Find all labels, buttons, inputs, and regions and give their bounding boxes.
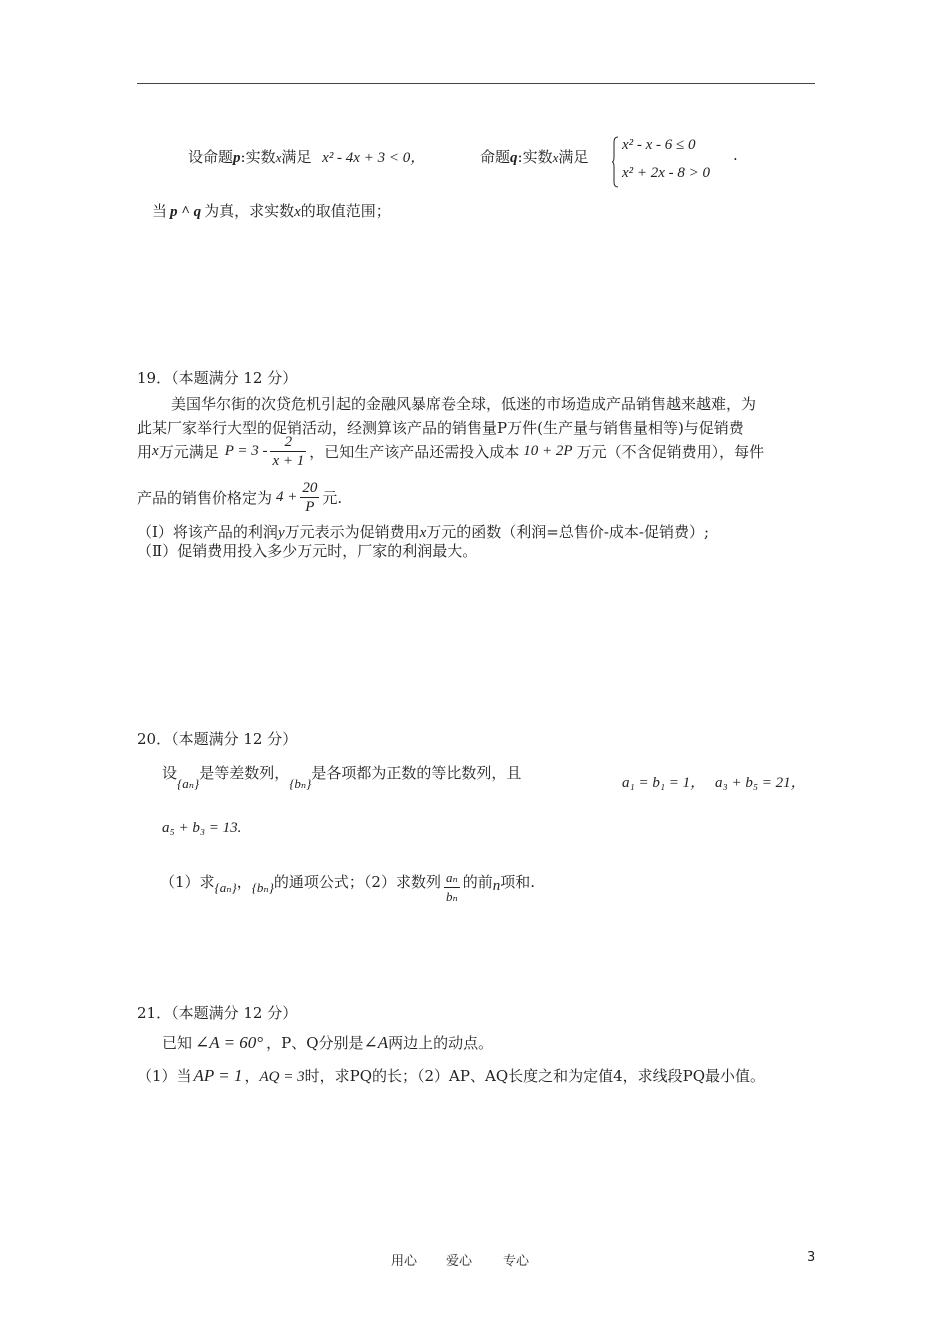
sequence-a: {aₙ}	[177, 776, 200, 791]
q21-line-1	[162, 1032, 493, 1053]
q19-text: 元.	[322, 488, 343, 507]
sequence-b: {bₙ}	[251, 880, 274, 895]
q19-line-3	[137, 430, 764, 472]
p-and-q: p ^ q	[170, 204, 202, 220]
var-x: x	[552, 150, 559, 165]
q19-part-2: （Ⅱ）促销费用投入多少万元时，厂家的利润最大。	[137, 542, 478, 560]
q19-header: 19．（本题满分 12 分）	[137, 369, 298, 387]
angle-a-60: ∠A = 60°	[195, 1033, 264, 1052]
q21-header: 21．（本题满分 12 分）	[137, 1004, 298, 1022]
q19-text: 万元的函数（利润=总售价-成本-促销费）;	[426, 523, 710, 541]
system-end: .	[733, 146, 738, 164]
q19-line-4	[137, 476, 342, 518]
q18-premise-q	[480, 146, 588, 167]
fraction-20-over-p	[300, 479, 319, 516]
q18-text: :实数	[517, 148, 553, 166]
var-x: x	[294, 204, 301, 220]
q20-line-1	[162, 762, 521, 792]
cost-formula: 10 + 2P	[523, 442, 573, 459]
q19-part-1	[137, 521, 709, 542]
q18-ask	[152, 200, 391, 221]
q19-text: 万元表示为促销费用	[284, 523, 420, 541]
system-line-1: x² - x - 6 ≤ 0	[622, 137, 696, 153]
q19-text: 万元满足	[158, 442, 219, 461]
fraction-numerator: aₙ	[444, 869, 460, 888]
q18-text: 满足	[558, 148, 589, 166]
q21-text: 两边上的动点。	[388, 1034, 494, 1052]
angle-a: ∠A	[363, 1033, 389, 1052]
q20-text: 设	[162, 764, 178, 782]
var-x: x	[419, 525, 427, 541]
q21-text: ，P、Q分别是	[266, 1034, 364, 1052]
q21-text: （1）当	[137, 1067, 192, 1085]
ap-equals-1: AP = 1	[193, 1066, 243, 1085]
q21-text: 时，求PQ的长；（2）AP、AQ长度之和为定值4，求线段PQ最小值。	[304, 1067, 766, 1085]
fraction-denominator: P	[305, 498, 315, 515]
q19-text: ，已知生产该产品还需投入成本	[309, 442, 520, 461]
sales-formula: P = 3 -	[224, 442, 268, 459]
q20-header: 20．（本题满分 12 分）	[137, 730, 298, 748]
fraction-numerator: 2	[270, 433, 306, 452]
q20-eq-3: a₅ + b₃ = 13.	[162, 820, 242, 836]
q19-text: 产品的销售价格定为	[137, 488, 273, 507]
q21-text: ，	[244, 1067, 260, 1085]
q20-text: 项和.	[500, 872, 536, 891]
header-rule	[137, 83, 815, 84]
q19-line-1: 美国华尔街的次贷危机引起的金融风暴席卷全球，低迷的市场造成产品销售越来越难，为	[171, 395, 757, 413]
q18-text: 满足	[281, 148, 312, 166]
q18-text: 为真，求实数	[204, 202, 295, 220]
q20-eq-1: a₁ = b₁ = 1，	[622, 775, 706, 791]
q18-text: :实数	[240, 148, 276, 166]
q18-text: 设命题	[188, 148, 234, 166]
footer-motto-2: 爱心	[446, 1254, 473, 1269]
q20-text: 的前	[462, 872, 493, 891]
sequence-b: {bₙ}	[289, 776, 312, 791]
q21-line-2	[137, 1065, 765, 1086]
fraction-denominator: bₙ	[445, 888, 458, 904]
inequality-p: x² - 4x + 3 < 0，	[322, 150, 426, 166]
var-n: n	[492, 877, 501, 894]
var-y: y	[277, 525, 285, 541]
q18-premise-p	[188, 146, 425, 167]
q18-text: 的取值范围；	[300, 202, 391, 220]
q19-line-2: 此某厂家举行大型的促销活动，经测算该产品的销售量P万件(生产量与销售量相等)与促销费	[137, 419, 744, 437]
q21-text: 已知	[162, 1034, 193, 1052]
fraction-numerator: 20	[302, 479, 318, 496]
var-x: x	[152, 442, 159, 459]
aq-equals-3: AQ = 3	[259, 1069, 305, 1085]
system-line-2: x² + 2x - 8 > 0	[622, 165, 711, 181]
fraction-an-over-bn	[444, 869, 460, 906]
q20-ask	[160, 858, 535, 904]
price-formula: 4 +	[276, 488, 298, 505]
fraction-2-over-x-plus-1	[270, 433, 306, 470]
system-brace-icon	[612, 136, 618, 188]
q20-text: 是等差数列，	[199, 764, 290, 782]
q18-text: 命题	[480, 148, 511, 166]
sequence-a: {aₙ}	[214, 880, 237, 895]
var-q: q	[510, 150, 518, 166]
var-p: p	[233, 150, 241, 166]
footer-motto-3: 专心	[503, 1254, 530, 1269]
footer-motto-1: 用心	[391, 1254, 418, 1269]
var-x: x	[275, 150, 282, 165]
q19-text: （Ⅰ）将该产品的利润	[137, 523, 278, 541]
q20-text: 的通项公式；（2）求数列	[273, 872, 441, 891]
page-number: 3	[807, 1250, 816, 1265]
q19-text: 用	[137, 442, 153, 461]
q20-text: 是各项都为正数的等比数列，且	[311, 764, 522, 782]
q20-text: （1）求	[160, 872, 215, 891]
q20-eq-2: a₃ + b₅ = 21，	[715, 775, 806, 791]
fraction-denominator: x + 1	[272, 452, 305, 469]
q19-text: 万元（不含促销费用），每件	[576, 442, 765, 461]
q18-text: 当	[152, 202, 168, 220]
q20-text: ，	[236, 872, 252, 891]
